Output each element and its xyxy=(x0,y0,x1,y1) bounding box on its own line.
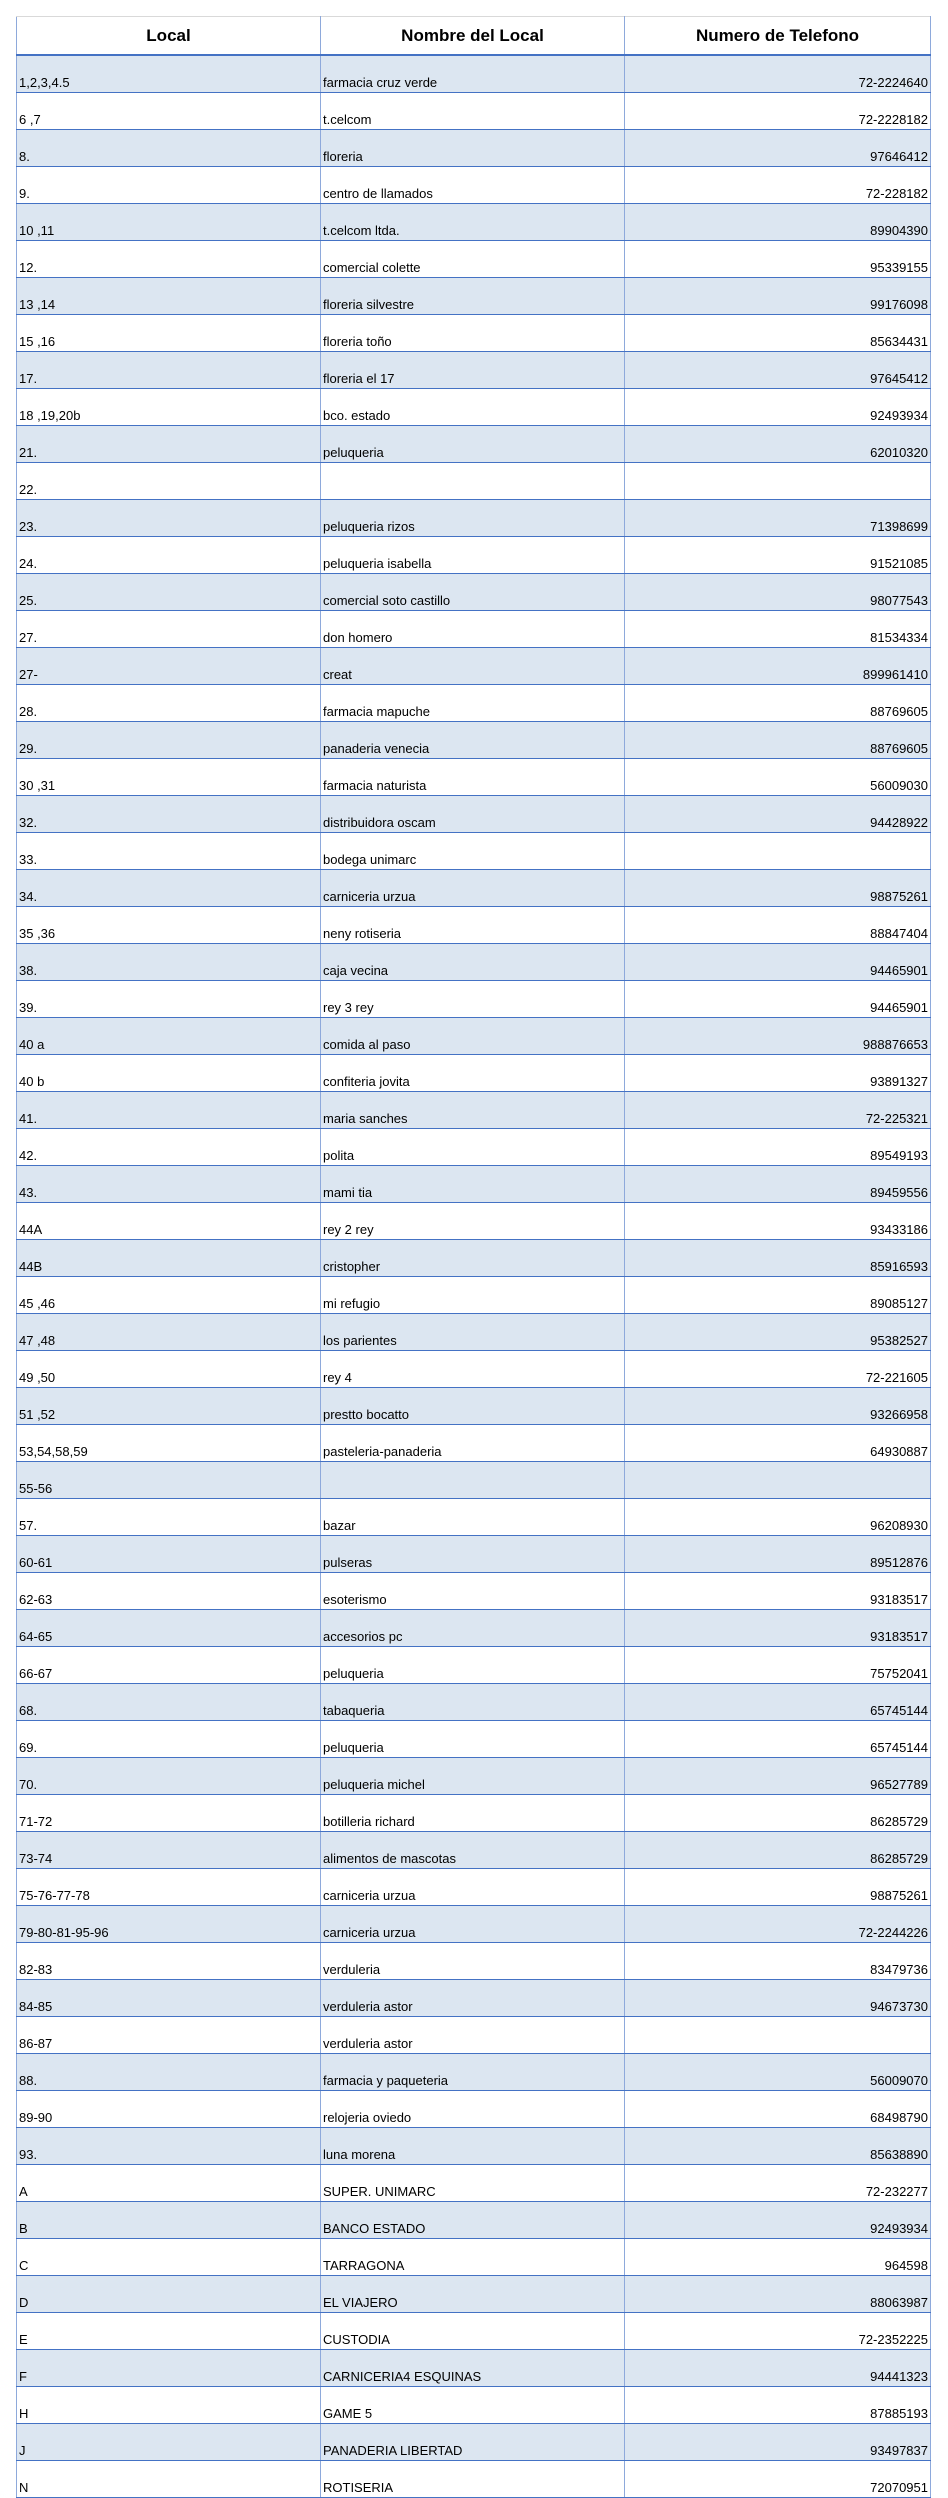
cell-phone[interactable]: 85916593 xyxy=(625,1240,931,1277)
table-row xyxy=(17,1018,931,1055)
cell-local[interactable]: 39. xyxy=(17,981,321,1018)
cell-phone[interactable]: 92493934 xyxy=(625,2202,931,2239)
table-row xyxy=(17,463,931,500)
table-row xyxy=(17,1351,931,1388)
cell-name[interactable]: mami tia xyxy=(321,1166,625,1203)
cell-name[interactable]: distribuidora oscam xyxy=(321,796,625,833)
header-local[interactable]: Local xyxy=(17,17,321,56)
spreadsheet xyxy=(16,16,930,2498)
cell-local[interactable]: J xyxy=(17,2424,321,2461)
table-row xyxy=(17,1721,931,1758)
cell-name[interactable]: floreria silvestre xyxy=(321,278,625,315)
table-row xyxy=(17,944,931,981)
table-row xyxy=(17,1499,931,1536)
cell-phone[interactable]: 88769605 xyxy=(625,685,931,722)
cell-local[interactable]: 27- xyxy=(17,648,321,685)
cell-local[interactable]: D xyxy=(17,2276,321,2313)
table-row xyxy=(17,1240,931,1277)
cell-local[interactable]: 86-87 xyxy=(17,2017,321,2054)
cell-name[interactable]: peluqueria xyxy=(321,1647,625,1684)
cell-name[interactable]: botilleria richard xyxy=(321,1795,625,1832)
cell-phone[interactable]: 85634431 xyxy=(625,315,931,352)
table-body xyxy=(17,55,931,2498)
cell-phone[interactable]: 93183517 xyxy=(625,1610,931,1647)
cell-local[interactable]: 30 ,31 xyxy=(17,759,321,796)
cell-phone[interactable]: 89512876 xyxy=(625,1536,931,1573)
cell-local[interactable]: 43. xyxy=(17,1166,321,1203)
cell-name[interactable]: panaderia venecia xyxy=(321,722,625,759)
cell-phone[interactable]: 93183517 xyxy=(625,1573,931,1610)
table-row xyxy=(17,2239,931,2276)
cell-phone[interactable]: 86285729 xyxy=(625,1795,931,1832)
cell-local[interactable]: 88. xyxy=(17,2054,321,2091)
cell-name[interactable]: carniceria urzua xyxy=(321,1906,625,1943)
cell-local[interactable]: 40 b xyxy=(17,1055,321,1092)
cell-local[interactable]: 34. xyxy=(17,870,321,907)
table-row xyxy=(17,2054,931,2091)
cell-phone[interactable]: 98077543 xyxy=(625,574,931,611)
table-row xyxy=(17,1092,931,1129)
cell-local[interactable]: E xyxy=(17,2313,321,2350)
cell-name[interactable]: bco. estado xyxy=(321,389,625,426)
cell-name[interactable]: comercial colette xyxy=(321,241,625,278)
table-row xyxy=(17,204,931,241)
cell-phone[interactable]: 93266958 xyxy=(625,1388,931,1425)
table-row xyxy=(17,278,931,315)
cell-phone[interactable]: 94428922 xyxy=(625,796,931,833)
cell-phone[interactable]: 86285729 xyxy=(625,1832,931,1869)
table-row xyxy=(17,1906,931,1943)
cell-name[interactable]: peluqueria xyxy=(321,426,625,463)
cell-phone[interactable]: 93433186 xyxy=(625,1203,931,1240)
cell-name[interactable]: confiteria jovita xyxy=(321,1055,625,1092)
cell-local[interactable]: 22. xyxy=(17,463,321,500)
cell-name[interactable]: CARNICERIA4 ESQUINAS xyxy=(321,2350,625,2387)
cell-local[interactable]: 69. xyxy=(17,1721,321,1758)
table-row xyxy=(17,2461,931,2498)
cell-phone[interactable]: 81534334 xyxy=(625,611,931,648)
table-row xyxy=(17,2313,931,2350)
cell-local[interactable]: 27. xyxy=(17,611,321,648)
cell-local[interactable]: 33. xyxy=(17,833,321,870)
cell-local[interactable]: 18 ,19,20b xyxy=(17,389,321,426)
table-row xyxy=(17,574,931,611)
cell-local[interactable]: 42. xyxy=(17,1129,321,1166)
cell-phone[interactable]: 96208930 xyxy=(625,1499,931,1536)
table-row xyxy=(17,167,931,204)
cell-local[interactable]: 70. xyxy=(17,1758,321,1795)
cell-name[interactable]: PANADERIA LIBERTAD xyxy=(321,2424,625,2461)
cell-phone[interactable]: 92493934 xyxy=(625,389,931,426)
table-row xyxy=(17,426,931,463)
cell-name[interactable]: farmacia mapuche xyxy=(321,685,625,722)
cell-local[interactable]: 25. xyxy=(17,574,321,611)
table-row xyxy=(17,1425,931,1462)
table-row xyxy=(17,2387,931,2424)
table-row xyxy=(17,611,931,648)
cell-name[interactable]: rey 4 xyxy=(321,1351,625,1388)
table-row xyxy=(17,315,931,352)
cell-phone[interactable]: 62010320 xyxy=(625,426,931,463)
cell-local[interactable]: 47 ,48 xyxy=(17,1314,321,1351)
cell-phone[interactable] xyxy=(625,833,931,870)
cell-local[interactable]: 13 ,14 xyxy=(17,278,321,315)
cell-phone[interactable]: 89459556 xyxy=(625,1166,931,1203)
cell-local[interactable]: 32. xyxy=(17,796,321,833)
cell-phone[interactable]: 75752041 xyxy=(625,1647,931,1684)
cell-local[interactable]: 60-61 xyxy=(17,1536,321,1573)
header-row xyxy=(17,17,931,56)
cell-local[interactable]: 17. xyxy=(17,352,321,389)
cell-local[interactable]: 24. xyxy=(17,537,321,574)
cell-local[interactable]: 84-85 xyxy=(17,1980,321,2017)
cell-phone[interactable]: 98875261 xyxy=(625,870,931,907)
cell-phone[interactable]: 99176098 xyxy=(625,278,931,315)
cell-name[interactable]: polita xyxy=(321,1129,625,1166)
cell-name[interactable]: caja vecina xyxy=(321,944,625,981)
cell-name[interactable] xyxy=(321,1462,625,1499)
table-row xyxy=(17,1129,931,1166)
cell-local[interactable]: 45 ,46 xyxy=(17,1277,321,1314)
cell-name[interactable]: cristopher xyxy=(321,1240,625,1277)
cell-phone[interactable]: 85638890 xyxy=(625,2128,931,2165)
cell-phone[interactable]: 94465901 xyxy=(625,944,931,981)
cell-phone[interactable]: 96527789 xyxy=(625,1758,931,1795)
table-row xyxy=(17,1684,931,1721)
cell-phone[interactable]: 88847404 xyxy=(625,907,931,944)
cell-local[interactable]: 9. xyxy=(17,167,321,204)
cell-name[interactable]: farmacia y paqueteria xyxy=(321,2054,625,2091)
cell-phone[interactable]: 72-228182 xyxy=(625,167,931,204)
table-row xyxy=(17,2091,931,2128)
cell-local[interactable]: 44B xyxy=(17,1240,321,1277)
cell-phone[interactable]: 88063987 xyxy=(625,2276,931,2313)
table-row xyxy=(17,389,931,426)
cell-phone[interactable]: 89085127 xyxy=(625,1277,931,1314)
table-row xyxy=(17,2202,931,2239)
table-row xyxy=(17,1462,931,1499)
table-row xyxy=(17,796,931,833)
cell-local[interactable]: F xyxy=(17,2350,321,2387)
cell-name[interactable]: floreria el 17 xyxy=(321,352,625,389)
table-row xyxy=(17,241,931,278)
cell-local[interactable]: 28. xyxy=(17,685,321,722)
cell-name[interactable]: don homero xyxy=(321,611,625,648)
cell-phone[interactable]: 72-2224640 xyxy=(625,55,931,93)
cell-phone[interactable] xyxy=(625,1462,931,1499)
cell-phone[interactable]: 988876653 xyxy=(625,1018,931,1055)
table-row xyxy=(17,130,931,167)
cell-name[interactable]: GAME 5 xyxy=(321,2387,625,2424)
table-row xyxy=(17,1388,931,1425)
cell-phone[interactable]: 72-2228182 xyxy=(625,93,931,130)
cell-local[interactable]: 93. xyxy=(17,2128,321,2165)
cell-name[interactable]: pasteleria-panaderia xyxy=(321,1425,625,1462)
cell-name[interactable]: verduleria astor xyxy=(321,2017,625,2054)
table-row xyxy=(17,1943,931,1980)
cell-name[interactable]: verduleria xyxy=(321,1943,625,1980)
cell-local[interactable]: 15 ,16 xyxy=(17,315,321,352)
cell-local[interactable]: 6 ,7 xyxy=(17,93,321,130)
cell-name[interactable]: TARRAGONA xyxy=(321,2239,625,2276)
cell-local[interactable]: 53,54,58,59 xyxy=(17,1425,321,1462)
cell-phone[interactable]: 89549193 xyxy=(625,1129,931,1166)
cell-name[interactable]: farmacia cruz verde xyxy=(321,55,625,93)
cell-phone[interactable]: 97645412 xyxy=(625,352,931,389)
table-row xyxy=(17,2276,931,2313)
cell-name[interactable]: esoterismo xyxy=(321,1573,625,1610)
table-row xyxy=(17,55,931,93)
cell-local[interactable]: 10 ,11 xyxy=(17,204,321,241)
cell-name[interactable]: luna morena xyxy=(321,2128,625,2165)
cell-phone[interactable]: 95382527 xyxy=(625,1314,931,1351)
cell-name[interactable]: peluqueria isabella xyxy=(321,537,625,574)
cell-local[interactable]: 89-90 xyxy=(17,2091,321,2128)
table-row xyxy=(17,1314,931,1351)
cell-phone[interactable]: 72070951 xyxy=(625,2461,931,2498)
cell-local[interactable]: 57. xyxy=(17,1499,321,1536)
cell-local[interactable]: 71-72 xyxy=(17,1795,321,1832)
cell-phone[interactable]: 964598 xyxy=(625,2239,931,2276)
table-row xyxy=(17,2350,931,2387)
cell-phone[interactable]: 72-232277 xyxy=(625,2165,931,2202)
cell-name[interactable]: creat xyxy=(321,648,625,685)
table-row xyxy=(17,722,931,759)
cell-local[interactable]: 40 a xyxy=(17,1018,321,1055)
cell-name[interactable]: rey 3 rey xyxy=(321,981,625,1018)
cell-local[interactable]: 12. xyxy=(17,241,321,278)
cell-local[interactable]: 64-65 xyxy=(17,1610,321,1647)
table-row xyxy=(17,1795,931,1832)
table-row xyxy=(17,870,931,907)
cell-name[interactable]: relojeria oviedo xyxy=(321,2091,625,2128)
cell-phone[interactable]: 72-2244226 xyxy=(625,1906,931,1943)
cell-phone[interactable]: 94673730 xyxy=(625,1980,931,2017)
cell-local[interactable]: 66-67 xyxy=(17,1647,321,1684)
cell-phone[interactable]: 56009030 xyxy=(625,759,931,796)
cell-local[interactable]: 75-76-77-78 xyxy=(17,1869,321,1906)
cell-name[interactable]: comida al paso xyxy=(321,1018,625,1055)
cell-name[interactable]: floreria xyxy=(321,130,625,167)
cell-phone[interactable]: 71398699 xyxy=(625,500,931,537)
cell-name[interactable]: carniceria urzua xyxy=(321,870,625,907)
cell-name[interactable]: CUSTODIA xyxy=(321,2313,625,2350)
cell-phone[interactable]: 68498790 xyxy=(625,2091,931,2128)
cell-phone[interactable]: 88769605 xyxy=(625,722,931,759)
table-row xyxy=(17,500,931,537)
table-row xyxy=(17,537,931,574)
table-row xyxy=(17,685,931,722)
cell-local[interactable]: 38. xyxy=(17,944,321,981)
cell-name[interactable]: peluqueria rizos xyxy=(321,500,625,537)
cell-name[interactable]: BANCO ESTADO xyxy=(321,2202,625,2239)
cell-local[interactable]: 21. xyxy=(17,426,321,463)
table-row xyxy=(17,1203,931,1240)
cell-phone[interactable]: 65745144 xyxy=(625,1684,931,1721)
cell-name[interactable]: farmacia naturista xyxy=(321,759,625,796)
cell-phone[interactable]: 91521085 xyxy=(625,537,931,574)
cell-local[interactable]: 51 ,52 xyxy=(17,1388,321,1425)
cell-phone[interactable]: 93497837 xyxy=(625,2424,931,2461)
table-row xyxy=(17,1277,931,1314)
cell-name[interactable]: pulseras xyxy=(321,1536,625,1573)
cell-local[interactable]: 68. xyxy=(17,1684,321,1721)
table-row xyxy=(17,1832,931,1869)
cell-name[interactable]: mi refugio xyxy=(321,1277,625,1314)
cell-name[interactable]: peluqueria xyxy=(321,1721,625,1758)
table-row xyxy=(17,93,931,130)
table-row xyxy=(17,1869,931,1906)
header-name[interactable]: Nombre del Local xyxy=(321,17,625,56)
cell-phone[interactable] xyxy=(625,463,931,500)
cell-name[interactable]: comercial soto castillo xyxy=(321,574,625,611)
cell-name[interactable]: t.celcom xyxy=(321,93,625,130)
cell-name[interactable] xyxy=(321,463,625,500)
cell-local[interactable]: 41. xyxy=(17,1092,321,1129)
cell-name[interactable]: centro de llamados xyxy=(321,167,625,204)
table-row xyxy=(17,1536,931,1573)
cell-local[interactable]: C xyxy=(17,2239,321,2276)
cell-name[interactable]: floreria toño xyxy=(321,315,625,352)
cell-local[interactable]: 44A xyxy=(17,1203,321,1240)
table-row xyxy=(17,2165,931,2202)
cell-local[interactable]: H xyxy=(17,2387,321,2424)
cell-phone[interactable]: 64930887 xyxy=(625,1425,931,1462)
table-row xyxy=(17,1758,931,1795)
cell-name[interactable]: verduleria astor xyxy=(321,1980,625,2017)
cell-name[interactable]: alimentos de mascotas xyxy=(321,1832,625,1869)
cell-phone[interactable]: 94441323 xyxy=(625,2350,931,2387)
cell-name[interactable]: t.celcom ltda. xyxy=(321,204,625,241)
cell-name[interactable]: bazar xyxy=(321,1499,625,1536)
cell-local[interactable]: 1,2,3,4.5 xyxy=(17,55,321,93)
cell-local[interactable]: B xyxy=(17,2202,321,2239)
cell-name[interactable]: tabaqueria xyxy=(321,1684,625,1721)
cell-local[interactable]: 8. xyxy=(17,130,321,167)
cell-name[interactable]: bodega unimarc xyxy=(321,833,625,870)
cell-name[interactable]: accesorios pc xyxy=(321,1610,625,1647)
cell-name[interactable]: carniceria urzua xyxy=(321,1869,625,1906)
cell-local[interactable]: 79-80-81-95-96 xyxy=(17,1906,321,1943)
table-row xyxy=(17,648,931,685)
cell-name[interactable]: prestto bocatto xyxy=(321,1388,625,1425)
table-row xyxy=(17,833,931,870)
table-row xyxy=(17,1980,931,2017)
table-row xyxy=(17,1610,931,1647)
cell-local[interactable]: 35 ,36 xyxy=(17,907,321,944)
table-row xyxy=(17,981,931,1018)
cell-phone[interactable]: 72-225321 xyxy=(625,1092,931,1129)
cell-phone[interactable]: 83479736 xyxy=(625,1943,931,1980)
cell-phone[interactable]: 65745144 xyxy=(625,1721,931,1758)
table-row xyxy=(17,759,931,796)
cell-name[interactable]: neny rotiseria xyxy=(321,907,625,944)
table-row xyxy=(17,352,931,389)
table-row xyxy=(17,1166,931,1203)
cell-phone[interactable]: 87885193 xyxy=(625,2387,931,2424)
cell-local[interactable]: 29. xyxy=(17,722,321,759)
cell-name[interactable]: rey 2 rey xyxy=(321,1203,625,1240)
cell-name[interactable]: los parientes xyxy=(321,1314,625,1351)
cell-phone[interactable]: 94465901 xyxy=(625,981,931,1018)
header-phone[interactable]: Numero de Telefono xyxy=(625,17,931,56)
cell-local[interactable]: 23. xyxy=(17,500,321,537)
cell-phone[interactable]: 89904390 xyxy=(625,204,931,241)
cell-local[interactable]: 62-63 xyxy=(17,1573,321,1610)
table-row xyxy=(17,907,931,944)
cell-name[interactable]: peluqueria michel xyxy=(321,1758,625,1795)
cell-local[interactable]: 73-74 xyxy=(17,1832,321,1869)
cell-local[interactable]: 55-56 xyxy=(17,1462,321,1499)
cell-name[interactable]: ROTISERIA xyxy=(321,2461,625,2498)
cell-phone[interactable] xyxy=(625,2017,931,2054)
cell-phone[interactable]: 899961410 xyxy=(625,648,931,685)
cell-phone[interactable]: 72-2352225 xyxy=(625,2313,931,2350)
cell-phone[interactable]: 98875261 xyxy=(625,1869,931,1906)
table-row xyxy=(17,2017,931,2054)
cell-phone[interactable]: 95339155 xyxy=(625,241,931,278)
cell-phone[interactable]: 97646412 xyxy=(625,130,931,167)
table-row xyxy=(17,1647,931,1684)
cell-local[interactable]: 49 ,50 xyxy=(17,1351,321,1388)
table-row xyxy=(17,2128,931,2165)
cell-name[interactable]: SUPER. UNIMARC xyxy=(321,2165,625,2202)
cell-local[interactable]: N xyxy=(17,2461,321,2498)
cell-phone[interactable]: 72-221605 xyxy=(625,1351,931,1388)
cell-local[interactable]: 82-83 xyxy=(17,1943,321,1980)
cell-name[interactable]: maria sanches xyxy=(321,1092,625,1129)
cell-phone[interactable]: 56009070 xyxy=(625,2054,931,2091)
cell-phone[interactable]: 93891327 xyxy=(625,1055,931,1092)
cell-name[interactable]: EL VIAJERO xyxy=(321,2276,625,2313)
cell-local[interactable]: A xyxy=(17,2165,321,2202)
table-row xyxy=(17,1055,931,1092)
locales-table xyxy=(16,16,931,2498)
table-row xyxy=(17,1573,931,1610)
table-row xyxy=(17,2424,931,2461)
